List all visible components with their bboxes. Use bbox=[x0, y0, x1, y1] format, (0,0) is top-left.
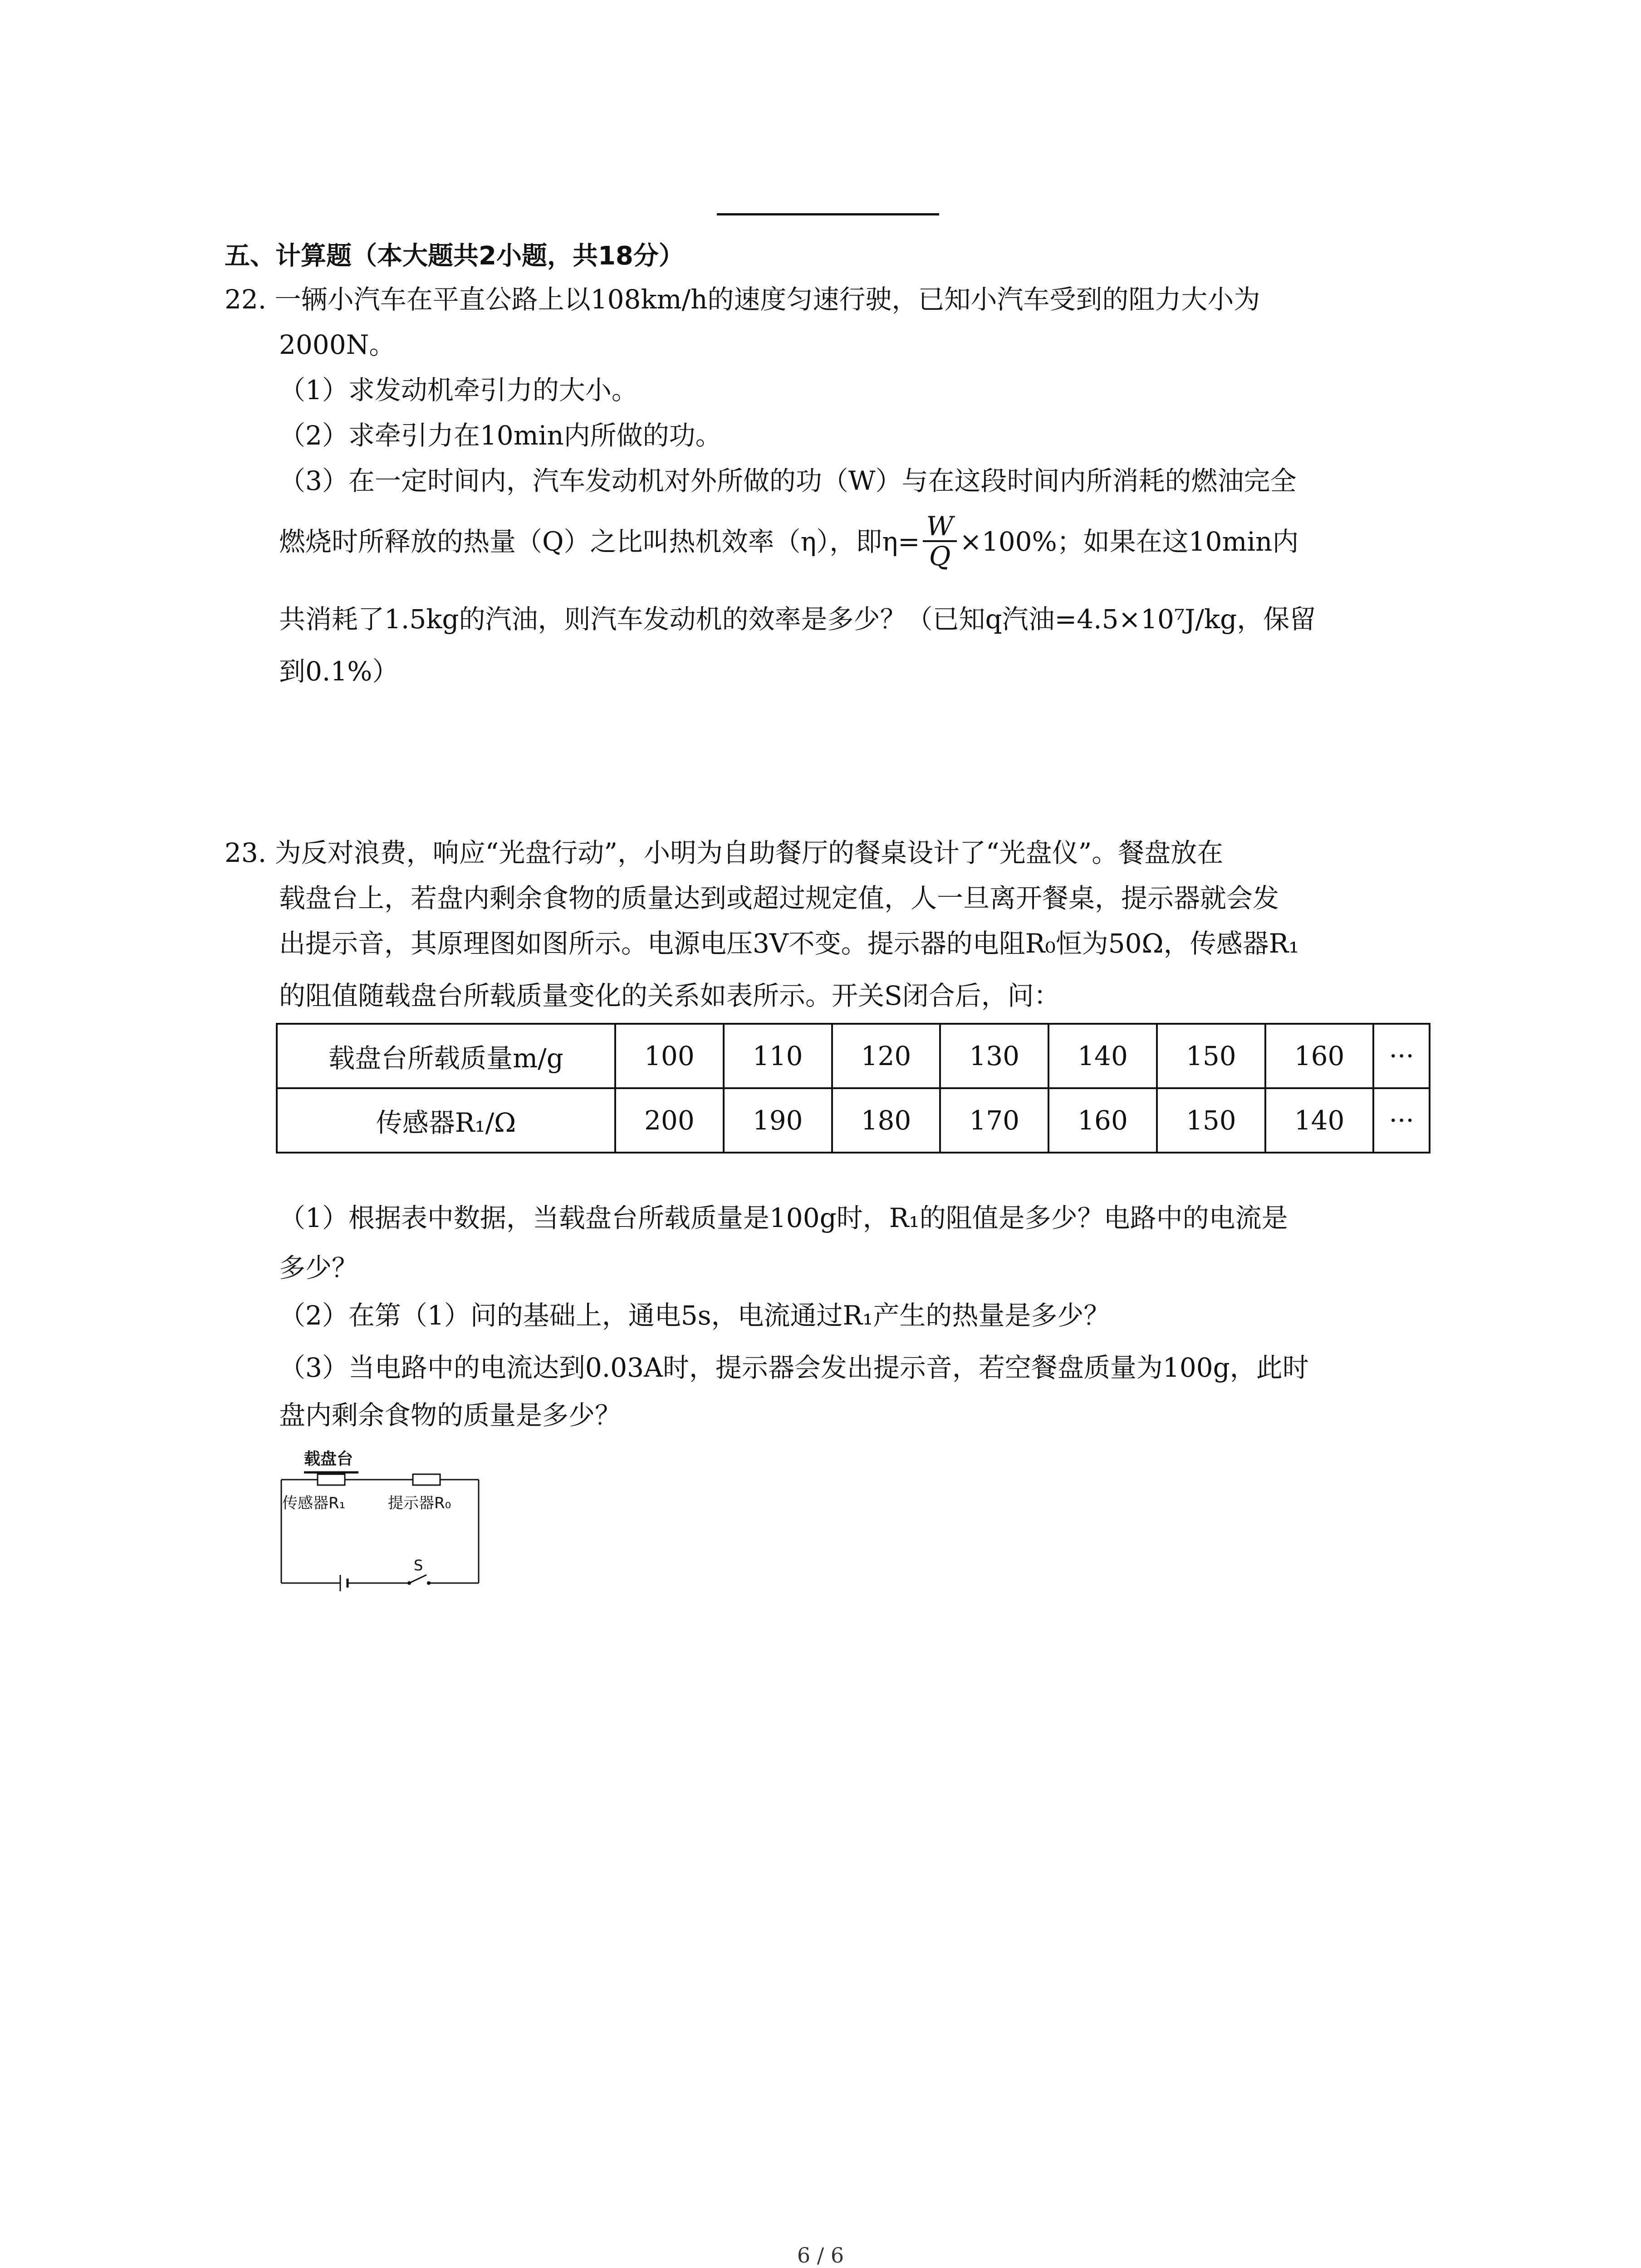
table-cell: ··· bbox=[1373, 1024, 1430, 1088]
q22-sub-1: （1）求发动机牵引力的大小。 bbox=[279, 375, 638, 406]
table-cell: 160 bbox=[1265, 1024, 1374, 1088]
sensor-resistor-icon bbox=[318, 1474, 345, 1485]
header-rule bbox=[717, 213, 939, 215]
table-row bbox=[277, 1024, 1430, 1088]
circuit-svg bbox=[272, 1447, 490, 1597]
section-title: 五、计算题（本大题共2小题，共18分） bbox=[225, 241, 684, 271]
table-cell: 200 bbox=[615, 1088, 724, 1153]
q23-line-4: 的阻值随载盘台所载质量变化的关系如表所示。开关S闭合后，问： bbox=[279, 980, 1060, 1011]
table-cell: 150 bbox=[1157, 1024, 1265, 1088]
table-cell: 120 bbox=[832, 1024, 941, 1088]
q23-sub-1b: 多少？ bbox=[279, 1252, 358, 1283]
fraction-denominator: Q bbox=[929, 541, 951, 572]
q22-line-1: 22. 一辆小汽车在平直公路上以108km/h的速度匀速行驶，已知小汽车受到的阻力大小为 bbox=[225, 284, 1260, 315]
table-cell: 100 bbox=[615, 1024, 724, 1088]
switch-label: S bbox=[414, 1557, 423, 1574]
table-cell: 180 bbox=[832, 1088, 941, 1153]
table-cell: 140 bbox=[1048, 1024, 1157, 1088]
circuit-diagram bbox=[272, 1447, 490, 1597]
sensor-label: 传感器R₁ bbox=[282, 1494, 346, 1512]
q23-sub-2: （2）在第（1）问的基础上，通电5s，电流通过R₁产生的热量是多少？ bbox=[279, 1300, 1110, 1331]
table-cell: 110 bbox=[724, 1024, 832, 1088]
switch-icon bbox=[409, 1575, 426, 1583]
q22-sub-3c: 共消耗了1.5kg的汽油，则汽车发动机的效率是多少？（已知q汽油=4.5×10⁷J/kg，保留 bbox=[279, 604, 1316, 635]
q22-sub-3b-post: ×100%；如果在这10min内 bbox=[960, 526, 1299, 557]
table-cell: 190 bbox=[724, 1088, 832, 1153]
platform-label: 载盘台 bbox=[304, 1450, 353, 1468]
table-cell: 160 bbox=[1048, 1088, 1157, 1153]
table-cell: 130 bbox=[940, 1024, 1048, 1088]
q23-sub-3b: 盘内剩余食物的质量是多少？ bbox=[279, 1400, 622, 1431]
q22-sub-3d: 到0.1%） bbox=[279, 656, 399, 687]
alarm-label: 提示器R₀ bbox=[388, 1494, 451, 1512]
table-row bbox=[277, 1088, 1430, 1153]
table-header-mass: 载盘台所载质量m/g bbox=[277, 1024, 615, 1088]
table-header-resistance: 传感器R₁/Ω bbox=[277, 1088, 615, 1153]
q22-sub-3a: （3）在一定时间内，汽车发动机对外所做的功（W）与在这段时间内所消耗的燃油完全 bbox=[279, 465, 1297, 496]
efficiency-fraction bbox=[923, 512, 957, 570]
table-cell: ··· bbox=[1373, 1088, 1430, 1153]
page-number: 6 / 6 bbox=[797, 2243, 844, 2268]
alarm-resistor-icon bbox=[413, 1474, 440, 1485]
q23-line-2: 载盘台上，若盘内剩余食物的质量达到或超过规定值，人一旦离开餐桌，提示器就会发 bbox=[279, 883, 1279, 914]
q23-line-1: 23. 为反对浪费，响应“光盘行动”，小明为自助餐厅的餐桌设计了“光盘仪”。餐盘放在 bbox=[225, 837, 1224, 868]
q22-line-2: 2000N。 bbox=[279, 329, 396, 360]
q22-sub-3b-pre: 燃烧时所释放的热量（Q）之比叫热机效率（η），即η= bbox=[279, 526, 920, 557]
table-cell: 170 bbox=[940, 1088, 1048, 1153]
q23-sub-3a: （3）当电路中的电流达到0.03A时，提示器会发出提示音，若空餐盘质量为100g，此时 bbox=[279, 1352, 1309, 1383]
q23-line-3: 出提示音，其原理图如图所示。电源电压3V不变。提示器的电阻R₀恒为50Ω，传感器R₁ bbox=[279, 928, 1299, 959]
q22-sub-3b bbox=[279, 511, 1299, 573]
table-cell: 150 bbox=[1157, 1088, 1265, 1153]
table-cell: 140 bbox=[1265, 1088, 1374, 1153]
fraction-numerator: W bbox=[923, 512, 957, 542]
mass-resistance-table bbox=[276, 1023, 1430, 1154]
q23-sub-1a: （1）根据表中数据，当载盘台所载质量是100g时，R₁的阻值是多少？电路中的电流是 bbox=[279, 1202, 1288, 1233]
q22-sub-2: （2）求牵引力在10min内所做的功。 bbox=[279, 420, 722, 451]
